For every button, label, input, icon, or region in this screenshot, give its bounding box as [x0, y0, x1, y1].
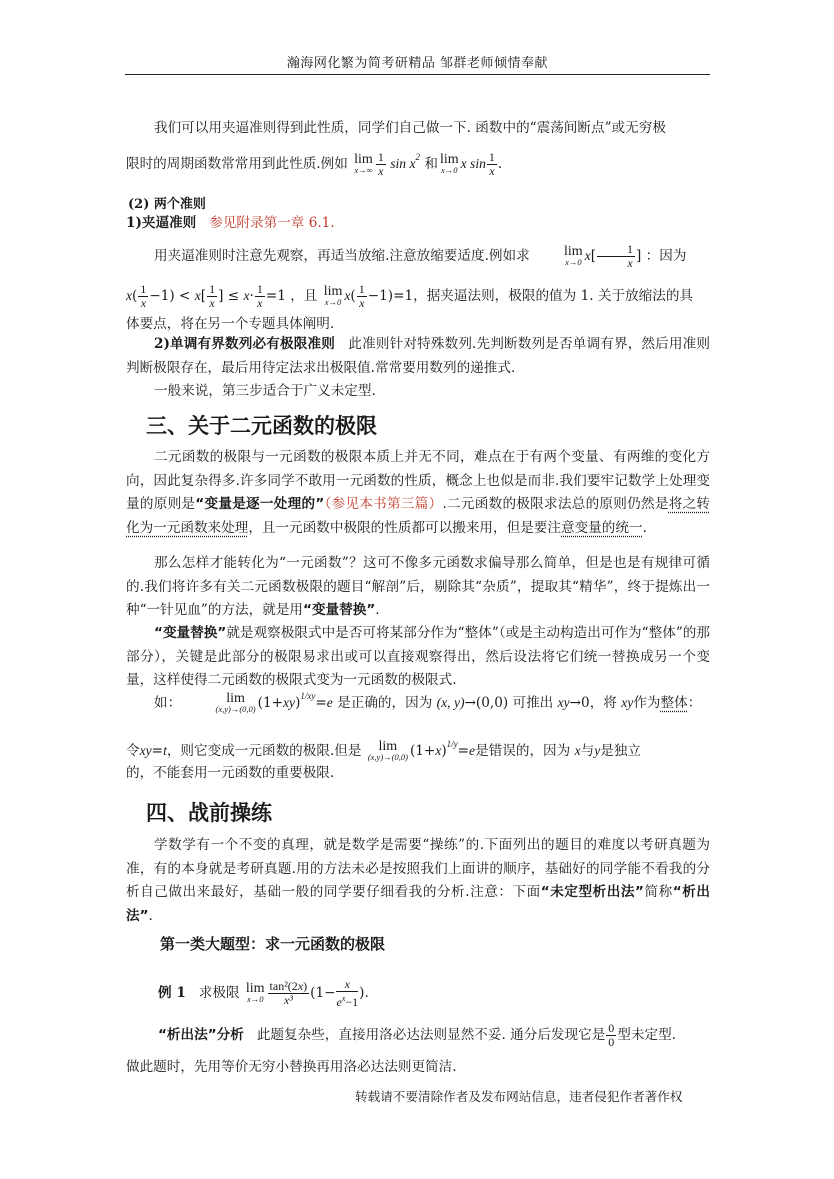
paragraph-squeeze-intro [126, 117, 710, 141]
text: 体要点，将在另一个专题具体阐明. [126, 316, 335, 332]
paragraph-bivariate-intro [126, 446, 710, 540]
analysis-label: “析出法”分析 [158, 1027, 244, 1043]
text: . [148, 907, 153, 924]
emphasis: “变量替换” [154, 625, 227, 641]
fraction: $\frac{1}{x}$ [377, 150, 384, 178]
header-rule [125, 74, 710, 75]
text: 求极限 [198, 985, 240, 1001]
text: . [375, 602, 380, 618]
running-header: 瀚海网化繁为简考研精品 邹群老师倾情奉献 [286, 56, 549, 71]
text: 的，不能套用一元函数的重要极限. [126, 765, 335, 781]
appendix-reference: 参见附录第一章 6.1. [209, 215, 335, 231]
emphasis: “析出法” [126, 884, 710, 924]
analysis-continuation [126, 1056, 710, 1080]
paragraph-correct-example: 如： lim (x,y)→(0,0) $(1+xy)^{1/xy}=e$ 是正确的，因为 (x, y)→(0,0) 可推出 xy→0，将 xy作为整体： [154, 690, 702, 714]
text: . [364, 985, 369, 1001]
text: 令 [126, 743, 140, 759]
text: 与 [580, 743, 595, 759]
text: ： [687, 695, 702, 711]
text: ，则它变成一元函数的极限.但是 [166, 743, 362, 759]
limit-operator: lim x→0 [439, 151, 459, 175]
text: 简称 [643, 884, 673, 900]
text: 我们可以用夹逼准则得到此性质，同学们自己做一下. 函数中的“震荡间断点”或无穷极 [154, 120, 666, 136]
fraction: $\frac{1}{x}$ [488, 150, 495, 178]
example-label: 例 1 [158, 985, 186, 1001]
text: 是正确的，因为 [337, 695, 433, 711]
text: 学数学有一个不变的真理，就是数学是需要“操练”的.下面列出的题目的难度以考研真题为准，有的本身就是考研真题.用的方法未必是按照我们上面讲的顺序，基础好的同学能不看我的分析自己做出来最好，基础一般的同学要仔细看我的分析.注意：下面 [126, 837, 710, 900]
text: 那么怎样才能转化为“一元函数”？这可不像多元函数求偏导那么简单，但是也是有规律可循的.我们将许多有关二元函数极限的题目“解剖”后，剔除其“杂质”，提取其“精华”，终于提炼出一种“一针见血”的方法，就是用 [126, 555, 710, 618]
section-title-bivariate-limits: 三、关于二元函数的极限 [146, 414, 377, 438]
emphasis: “变量替换” [303, 602, 376, 618]
text: 是独立 [600, 743, 642, 759]
paragraph-transform-method [126, 552, 710, 623]
fraction: $\frac{1}{x}$ [256, 282, 263, 310]
paragraph-examples-line: 限时的周期函数常常用到此性质.例如 lim x→∞ $\frac{1}{x}$ $\sin x^2$ 和 lim x→0 x sin $\frac{1}{x}$ . [126, 150, 503, 178]
problem-type-title: 第一类大题型：求一元函数的极限 [160, 935, 386, 953]
squeeze-rule-title [126, 212, 710, 236]
limit-operator: lim x→0 [564, 243, 583, 267]
text: 型未定型. [617, 1027, 676, 1043]
paragraph-variable-substitution [126, 622, 710, 693]
text: 二元函数的极限与一元函数的极限本质上并无不同，难点在于有两个变量、有两维的变化方向，因此复杂得多.许多同学不敢用一元函数的性质，概念上也似是而非.我们要牢记数学上处理变量的原则是 [126, 449, 710, 512]
section-title-practice: 四、战前操练 [146, 801, 272, 825]
paragraph-incorrect-example: 令xy=t，则它变成一元函数的极限.但是 lim (x,y)→(0,0) $(1+x)^{1/y}=e$是错误的，因为 x与y是独立 [126, 738, 642, 762]
text: 如： [154, 695, 182, 711]
paragraph-generally [126, 380, 710, 404]
dotted-emphasis: 意变量的统一 [561, 519, 643, 536]
fraction: $\frac{x}{e^x-1}$ [336, 977, 359, 1009]
dotted-emphasis: 将之转化为一元函数来处理 [126, 496, 711, 536]
text: 一般来说，第三步适合于广义未定型. [154, 383, 376, 399]
text: ，据夹逼法则，极限的值为 1. 关于放缩法的具 [413, 288, 694, 304]
text: 限时的周期函数常常用到此性质.例如 [126, 156, 348, 172]
text: ：因为 [645, 248, 687, 264]
text: 此准则针对特殊数列.先判断数列是否单调有界，然后用准则判断极限存在，最后用待定法求出极限值.常常要用数列的递推式. [126, 336, 711, 376]
emphasis: “未定型析出法” [540, 884, 644, 900]
text: ，将 [589, 695, 617, 711]
text: 作为 [633, 695, 661, 711]
limit-operator: lim x→0 [323, 283, 343, 307]
fraction: $\frac{1}{x}$ [597, 243, 635, 270]
subheading-two-rules: (2) 两个准则 [128, 197, 206, 212]
text: 就是观察极限式中是否可将某部分作为“整体”（或是主动构造出可作为“整体”的那部分），关键是此部分的极限易求出或可以直接观察得出，然后设法将它们统一替换成另一个变量，这样使得二元函数的极限式变为一元函数的极限式. [126, 625, 710, 688]
paragraph-incorrect-reason [126, 762, 710, 786]
text: 做此题时，先用等价无穷小替换再用洛必达法则更简洁. [126, 1059, 457, 1075]
fraction: $\frac{1}{x}$ [140, 282, 147, 310]
bold-label: 1)夹逼准则 [126, 215, 197, 231]
book-reference: （参见本书第三篇） [324, 496, 443, 512]
limit-operator: lim (x,y)→(0,0) [367, 738, 408, 762]
limit-operator: lim x→0 [245, 980, 265, 1004]
text: 用夹逼准则时注意先观察，再适当放缩.注意放缩要适度.例如求 [154, 248, 530, 264]
limit-operator: lim x→∞ [354, 151, 373, 175]
text: ，且一元函数中极限的性质都可以搬来用，但是要注 [248, 519, 561, 536]
fraction: $\frac{\text{tan²(2x)}}{\text{x³}}$ [269, 979, 308, 1007]
text: 是错误的，因为 [475, 743, 571, 759]
text: . [497, 156, 503, 172]
fraction: $\frac{1}{x}$ [209, 282, 216, 310]
text: 可推出 [512, 695, 554, 711]
text: 此题复杂些，直接用洛必达法则显然不妥. 通分后发现它是 [256, 1027, 606, 1043]
text: 和 [424, 156, 438, 172]
example-1: 例 1 求极限 lim x→0 $\frac{\text{tan²(2x)}}{\text{x³}}$ (1− $\frac{x}{e^x-1}$ ). [158, 977, 369, 1009]
paragraph-squeeze-inequality: x( $\frac{1}{x}$ −1) < x[ $\frac{1}{x}$ ] ≤ x· $\frac{1}{x}$ =1 ，且 lim x→0 x( $\frac{1}{x}$ −1)=1，据夹逼法则，极限的值为 1. 关于放缩法的具 [126, 282, 694, 310]
fraction-zero-over-zero: $\frac{0}{0}$ [608, 1021, 615, 1049]
text: .二元函数的极限求法总的原则仍然是 [442, 496, 669, 512]
limit-operator: lim (x,y)→(0,0) [215, 690, 256, 714]
text: . [642, 519, 647, 536]
text: ，且 [290, 288, 318, 304]
paragraph-monotone-rule [126, 333, 710, 380]
copyright-footer: 转载请不要清除作者及发布网站信息，违者侵犯作者著作权 [355, 1089, 683, 1104]
fraction: $\frac{1}{x}$ [358, 282, 365, 310]
paragraph-practice-intro [126, 834, 710, 928]
paragraph-squeeze-example: 用夹逼准则时注意先观察，再适当放缩.注意放缩要适度.例如求 lim x→0 x[ $\frac{1}{x}$ ] ：因为 [154, 242, 687, 270]
emphasis: “变量是逐一处理的” [195, 496, 325, 512]
bold-label: 2)单调有界数列必有极限准则 [154, 336, 335, 352]
dotted-emphasis: 整体 [660, 695, 688, 711]
analysis-paragraph [158, 1022, 710, 1049]
